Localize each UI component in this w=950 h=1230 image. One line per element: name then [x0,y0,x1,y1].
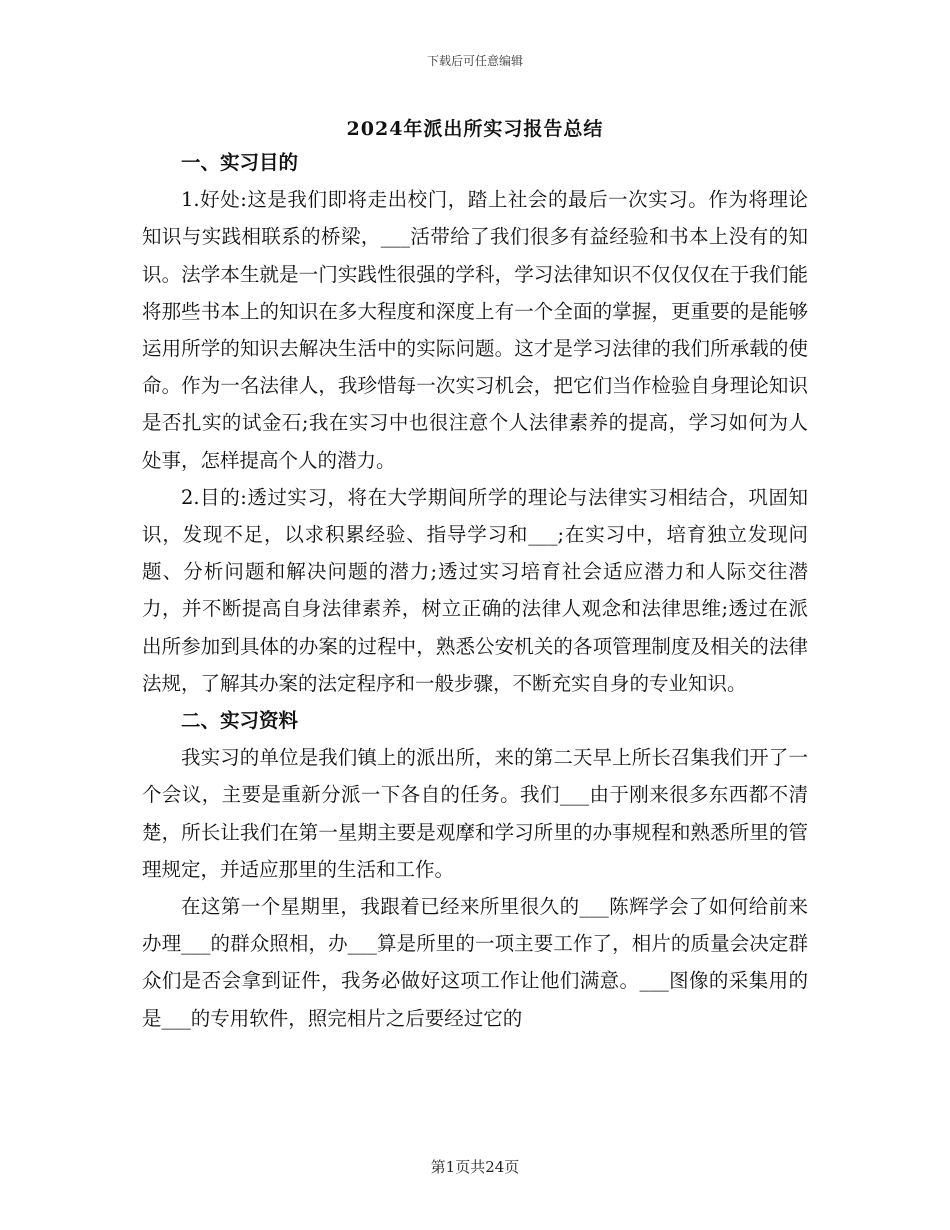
page-number: 第1页共24页 [430,1158,520,1176]
section-heading-materials: 二、实习资料 [181,709,299,733]
section-heading-purpose: 一、实习目的 [181,151,299,174]
document-title: 2024年派出所实习报告总结 [346,118,604,140]
paragraph-unit: 我实习的单位是我们镇上的派出所，来的第二天早上所长召集我们开了一个会议，主要是重新分派一下各自的任务。我们___由于刚来很多东西都不清楚，所长让我们在第一星期主要是观摩和学习所里的办事规程和熟悉所里的管理规定，并适应那里的生活和工作。 [142,746,808,881]
paragraph-benefit: 1.好处:这是我们即将走出校门，踏上社会的最后一次实习。作为将理论知识与实践相联系的桥梁，___活带给了我们很多有益经验和书本上没有的知识。法学本生就是一门实践性很强的学科，学习法律知识不仅仅仅在于我们能将那些书本上的知识在多大程度和深度上有一个全面的掌握，更重要的是能够运用所学的知识去解决生活中的实际问题。这才是学习法律的我们所承载的使命。作为一名法律人，我珍惜每一次实习机会，把它们当作检验自身理论知识是否扎实的试金石;我在实习中也很注意个人法律素养的提高，学习如何为人处事，怎样提高个人的潜力。 [142,188,808,472]
document-body [142,144,808,1037]
paragraph-first-week: 在这第一个星期里，我跟着已经来所里很久的___陈辉学会了如何给前来办理___的群众照相，办___算是所里的一项主要工作了，相片的质量会决定群众们是否会拿到证件，我务必做好这项工作让他们满意。___图像的采集用的是___的专用软件，照完相片之后要经过它的 [142,895,808,1030]
paragraph-goal: 2.目的:透过实习，将在大学期间所学的理论与法律实习相结合，巩固知识，发现不足，以求积累经验、指导学习和___;在实习中，培育独立发现问题、分析问题和解决问题的潜力;透过实习培育社会适应潜力和人际交往潜力，并不断提高自身法律素养，树立正确的法律人观念和法律思维;透过在派出所参加到具体的办案的过程中，熟悉公安机关的各项管理制度及相关的法律法规，了解其办案的法定程序和一般步骤，不断充实自身的专业知识。 [142,485,808,695]
page-header-note: 下载后可任意编辑 [426,54,523,68]
